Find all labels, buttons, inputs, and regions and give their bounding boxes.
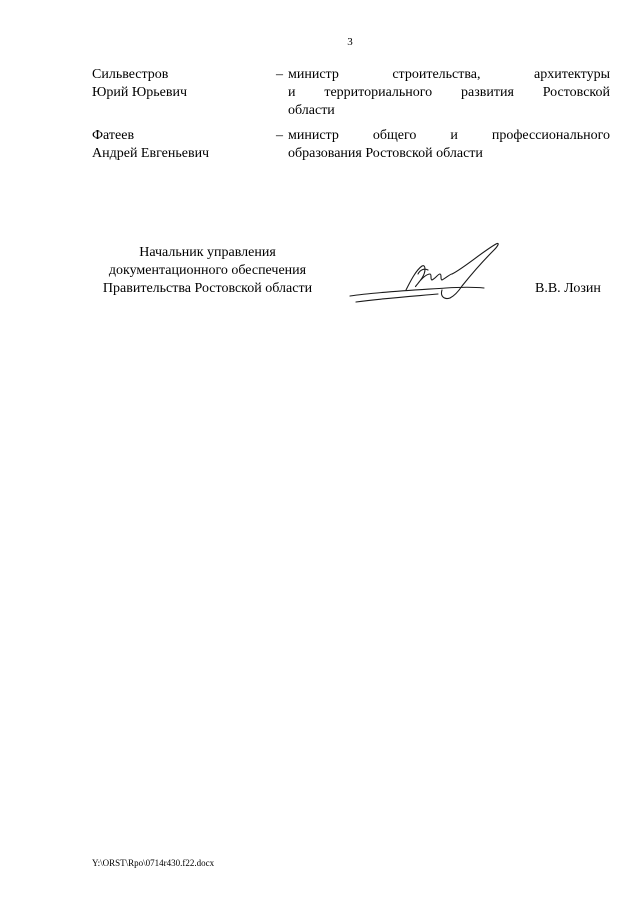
signatory-title-line: Начальник управления [139,245,276,260]
role-line: министр общего и профессионального [288,128,610,143]
member-name [92,66,272,102]
dash-separator: – [276,67,283,82]
page-number: 3 [347,36,353,48]
member-given-names: Юрий Юрьевич [92,85,188,100]
member-surname: Фатеев [92,128,135,143]
handwritten-signature-icon [346,240,506,308]
member-role [288,127,610,163]
member-surname: Сильвестров [92,67,169,82]
member-name [92,127,272,163]
signatory-title-line: Правительства Ростовской области [102,281,313,296]
signatory-title-line: документационного обеспечения [108,263,307,278]
role-line: и территориального развития Ростовской [288,85,610,100]
member-role [288,66,610,120]
member-given-names: Андрей Евгеньевич [92,146,210,161]
document-file-path: Y:\ORST\Rpo\0714r430.f22.docx [92,858,215,868]
role-line: образования Ростовской области [288,146,483,161]
signer-name: В.В. Лозин [535,281,601,296]
role-line: области [288,103,335,118]
signatory-title [85,244,330,298]
role-line: министр строительства, архитектуры [288,67,610,82]
dash-separator: – [276,128,283,143]
